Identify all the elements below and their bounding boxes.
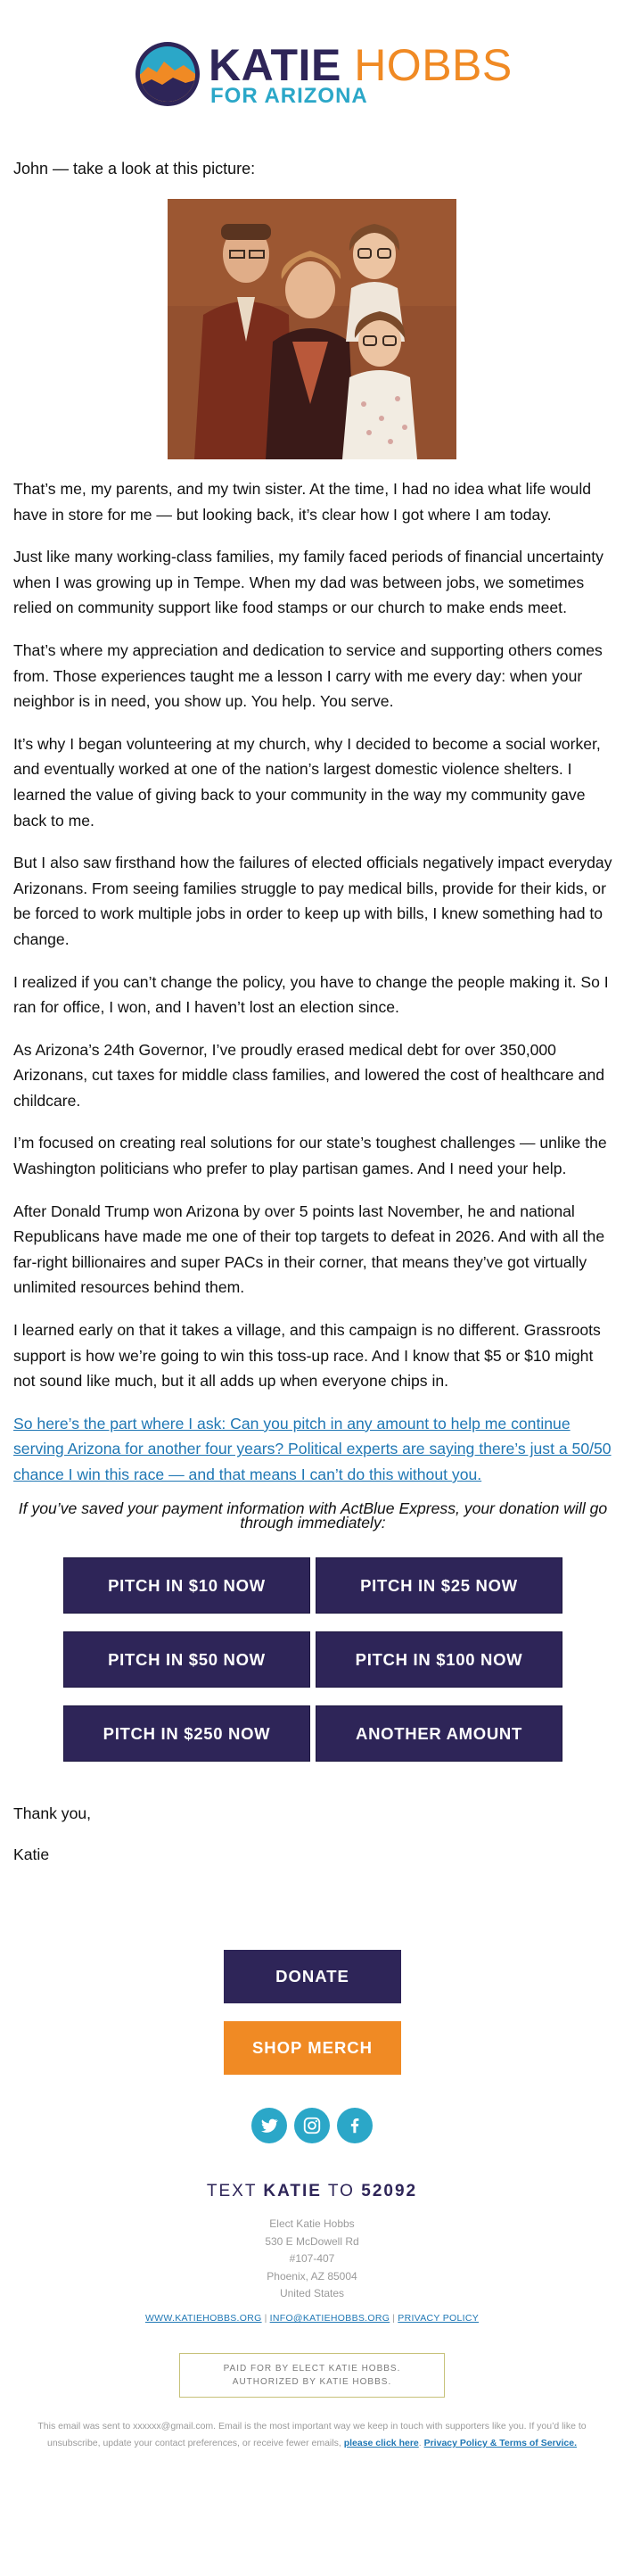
body-paragraph-9: After Donald Trump won Arizona by over 5 points last November, he and national Republicans have made me one of their top targets to defeat in 2026. And with all the far-right billionaires and super PACs in their corner, that means they’ve got virtually unlimited resources behind them. xyxy=(13,1201,605,1297)
instagram-icon[interactable] xyxy=(294,2108,330,2143)
address-line-2: 530 E McDowell Rd xyxy=(265,2234,359,2248)
text-shortcode: 52092 xyxy=(361,2182,418,2200)
family-photo-illustration xyxy=(168,199,456,459)
logo-first-name: KATIE xyxy=(209,40,341,90)
thank-you-text: Thank you, xyxy=(13,1804,92,1822)
email-link[interactable]: INFO@KATIEHOBBS.ORG xyxy=(269,2313,390,2324)
twitter-icon[interactable] xyxy=(251,2108,287,2143)
privacy-policy-link[interactable]: PRIVACY POLICY xyxy=(398,2313,480,2324)
link-separator: | xyxy=(264,2313,267,2324)
body-paragraph-5: But I also saw firsthand how the failures of elected officials negatively impact everyday Arizonans. From seeing families struggle to pay medical bills, provide for their kids, or be forced to work multiple jobs in order to keep up with bills, I knew something had to change. xyxy=(13,854,612,948)
body-paragraph-3: That’s where my appreciation and dedication to service and supporting others comes from. Those experiences taught me a lesson I carry with me every day: when your neighbor is in need, you show up. You help. You serve. xyxy=(13,640,603,711)
text-to: TO xyxy=(327,2182,355,2200)
footer-links xyxy=(0,2313,624,2324)
paid-for-line-1: PAID FOR BY ELECT KATIE HOBBS. xyxy=(223,2364,401,2374)
logo-subtitle: FOR ARIZONA xyxy=(210,84,368,108)
body-paragraph-2: Just like many working-class families, my family faced periods of financial uncertainty when I was growing up in Tempe. When my dad was between jobs, we sometimes relied on community support like food stamps or our church to make ends meet. xyxy=(13,548,603,617)
address-line-5: United States xyxy=(279,2287,345,2299)
actblue-express-note: If you’ve saved your payment information with ActBlue Express, your donation will go through immediately: xyxy=(18,1499,608,1532)
donate-50-button[interactable]: PITCH IN $50 NOW xyxy=(63,1631,310,1688)
body-paragraph-4: It’s why I began volunteering at my church, why I decided to become a social worker, and eventually worked at one of the nation’s largest domestic violence shelters. I learned the value of giving back to your community in the way my community gave back to me. xyxy=(13,734,601,830)
family-photo xyxy=(168,199,456,459)
facebook-icon[interactable] xyxy=(337,2108,373,2143)
campaign-logo[interactable] xyxy=(134,40,513,110)
body-paragraph-8: I’m focused on creating real solutions for our state’s toughest challenges — unlike the Washington politicians who prefer to play partisan games. And I need your help. xyxy=(13,1134,607,1178)
donate-250-button[interactable]: PITCH IN $250 NOW xyxy=(63,1705,310,1762)
donate-10-button[interactable]: PITCH IN $10 NOW xyxy=(63,1557,310,1614)
text-keyword: KATIE xyxy=(263,2182,322,2200)
body-paragraph-6: I realized if you can’t change the policy, you have to change the people making it. So I ran for office, I won, and I haven’t lost an election since. xyxy=(13,972,609,1017)
footer-donate-button[interactable]: DONATE xyxy=(224,1950,401,2003)
unsubscribe-link[interactable]: please click here xyxy=(343,2438,419,2448)
arizona-landscape-icon xyxy=(134,40,201,108)
signature-text: Katie xyxy=(13,1845,50,1863)
legal-notice: This email was sent to xxxxxx@gmail.com. Email is the most important way we keep in touch with supporters like you. If you’d like to unsubscribe, update your contact preferences, or receive fewer emails, please click here. Privacy Policy & Terms of Service. xyxy=(37,2421,587,2448)
legal-text: This email was sent to xxxxxx@gmail.com. Email is the most important way we keep in touch with supporters like you. If you’d like to unsubscribe, update your contact preferences, or receive fewer emails, xyxy=(37,2421,587,2448)
ask-paragraph xyxy=(13,1411,612,1488)
body-paragraph-1: That’s me, my parents, and my twin sister. At the time, I had no idea what life would have in store for me — but looking back, it’s clear how I got where I am today. xyxy=(13,480,592,524)
greeting: John — take a look at this picture: xyxy=(13,160,256,178)
address-line-3: #107-407 xyxy=(289,2252,335,2265)
website-link[interactable]: WWW.KATIEHOBBS.ORG xyxy=(144,2313,262,2324)
body-paragraph-7: As Arizona’s 24th Governor, I’ve proudly erased medical debt for over 350,000 Arizonans, cut taxes for middle class families, and lowered the cost of healthcare and childcare. xyxy=(13,1040,605,1110)
mailing-address xyxy=(0,2216,624,2303)
link-separator: | xyxy=(392,2313,396,2324)
body-paragraph-10: I learned early on that it takes a village, and this campaign is no different. Grassroots support is how we’re going to win this toss-up race. And I know that $5 or $10 might not sound like much, but it all adds up when everyone chips in. xyxy=(13,1321,601,1391)
text-to-join xyxy=(0,2182,624,2201)
logo-last-name: HOBBS xyxy=(354,40,513,90)
privacy-terms-link[interactable]: Privacy Policy & Terms of Service. xyxy=(423,2438,577,2448)
donate-other-amount-button[interactable]: ANOTHER AMOUNT xyxy=(316,1705,562,1762)
shop-merch-button[interactable]: SHOP MERCH xyxy=(224,2021,401,2075)
donation-ask-link[interactable]: So here’s the part where I ask: Can you pitch in any amount to help me continue serving Arizona for another four years? Political experts are saying there’s just a 50/50 chance I win this race — and that means I can’t do this without you. xyxy=(13,1414,612,1483)
address-line-4: Phoenix, AZ 85004 xyxy=(267,2269,357,2283)
text-prefix: TEXT xyxy=(206,2182,258,2200)
address-line-1: Elect Katie Hobbs xyxy=(269,2217,355,2230)
donate-25-button[interactable]: PITCH IN $25 NOW xyxy=(316,1557,562,1614)
donate-100-button[interactable]: PITCH IN $100 NOW xyxy=(316,1631,562,1688)
email-body xyxy=(13,476,612,1548)
sign-off xyxy=(13,1802,91,1866)
logo-wordmark xyxy=(209,42,513,88)
paid-for-disclaimer xyxy=(179,2353,445,2398)
paid-for-line-2: AUTHORIZED BY KATIE HOBBS. xyxy=(232,2377,392,2387)
